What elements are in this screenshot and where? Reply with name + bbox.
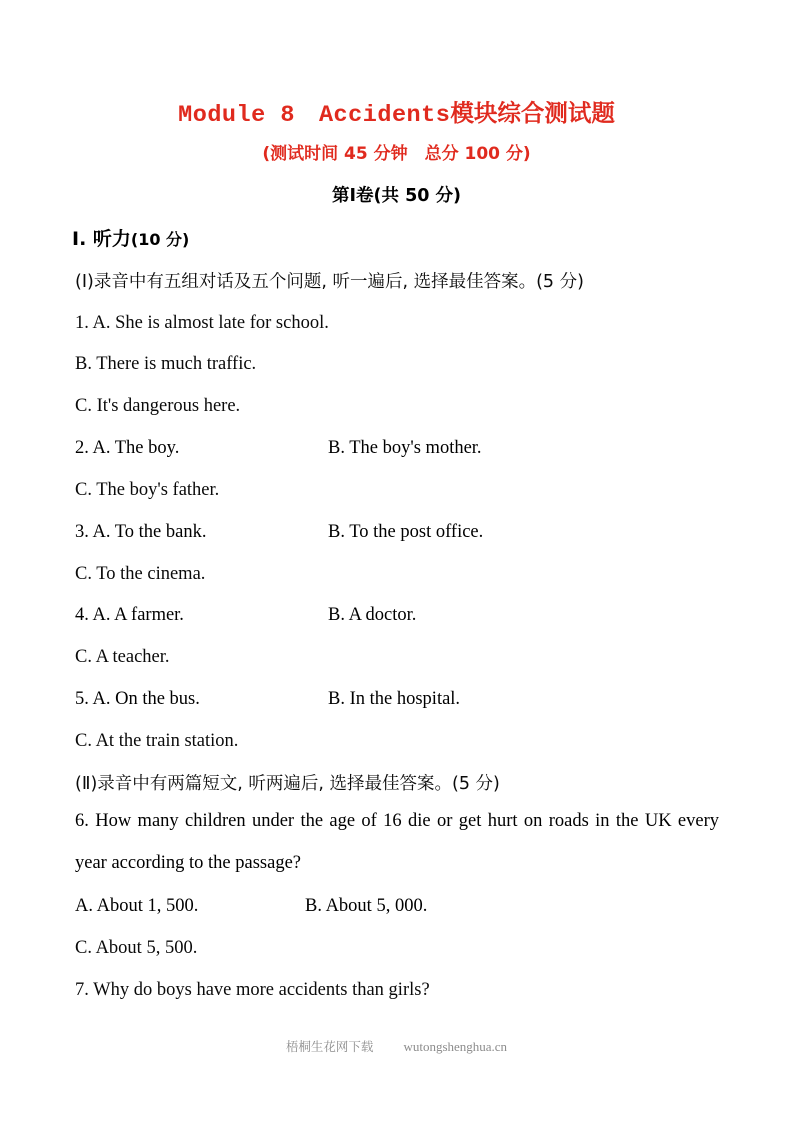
- section-one-instruction-text: (Ⅰ)录音中有五组对话及五个问题, 听一遍后, 选择最佳答案。(5 分): [75, 272, 584, 292]
- question-6-option-c: C. About 5, 500.: [75, 938, 198, 958]
- page-subtitle-text: (测试时间 45 分钟 总分 100 分): [262, 144, 531, 164]
- question-3-option-c: C. To the cinema.: [75, 564, 206, 584]
- footer-watermark: [0, 1038, 793, 1056]
- question-6-stem: 6. How many children under the age of 16 die or get hurt on roads in the UK every year according to the passage?: [75, 811, 719, 873]
- question-3-option-b: B. To the post office.: [328, 522, 484, 542]
- page-title-chinese: 模块综合测试题: [450, 99, 615, 127]
- question-1-option-a: 1. A. She is almost late for school.: [75, 313, 329, 333]
- paper-section-heading-text: 第Ⅰ卷(共 50 分): [331, 186, 462, 206]
- question-2-row: [75, 435, 720, 461]
- question-2-option-a: 2. A. The boy.: [75, 438, 180, 458]
- question-6-option-b: B. About 5, 000.: [305, 896, 428, 916]
- part-heading-score: (10 分): [130, 230, 190, 249]
- question-4-option-a: 4. A. A farmer.: [75, 605, 184, 625]
- question-5-option-b: B. In the hospital.: [328, 689, 461, 709]
- part-heading-label: Ⅰ. 听力: [72, 228, 131, 250]
- section-two-instruction: [75, 770, 500, 797]
- question-3-option-a: 3. A. To the bank.: [75, 522, 207, 542]
- question-7-stem: 7. Why do boys have more accidents than girls?: [75, 980, 430, 1000]
- question-5-row: [75, 686, 720, 712]
- page-title-english: Module 8 Accidents: [178, 102, 451, 129]
- page-subtitle: [0, 142, 793, 166]
- question-4-option-b: B. A doctor.: [328, 605, 417, 625]
- question-6-option-a: A. About 1, 500.: [75, 896, 199, 916]
- question-1-option-b: B. There is much traffic.: [75, 354, 257, 374]
- question-5-option-c: C. At the train station.: [75, 731, 239, 751]
- question-4-row: [75, 602, 720, 628]
- question-1-option-c: C. It's dangerous here.: [75, 396, 241, 416]
- question-6-row: [75, 893, 720, 919]
- question-2-option-c: C. The boy's father.: [75, 480, 220, 500]
- page-title: [0, 98, 793, 131]
- section-two-instruction-text: (Ⅱ)录音中有两篇短文, 听两遍后, 选择最佳答案。(5 分): [75, 774, 500, 794]
- footer-site-name: 梧桐生花网下载: [285, 1039, 374, 1054]
- question-3-row: [75, 519, 720, 545]
- part-heading-listening: [72, 226, 722, 253]
- question-4-option-c: C. A teacher.: [75, 647, 170, 667]
- section-one-instruction: [75, 268, 584, 295]
- footer-site-url: wutongshenghua.cn: [403, 1039, 508, 1054]
- question-5-option-a: 5. A. On the bus.: [75, 689, 200, 709]
- question-2-option-b: B. The boy's mother.: [328, 438, 482, 458]
- paper-section-heading: [0, 183, 793, 208]
